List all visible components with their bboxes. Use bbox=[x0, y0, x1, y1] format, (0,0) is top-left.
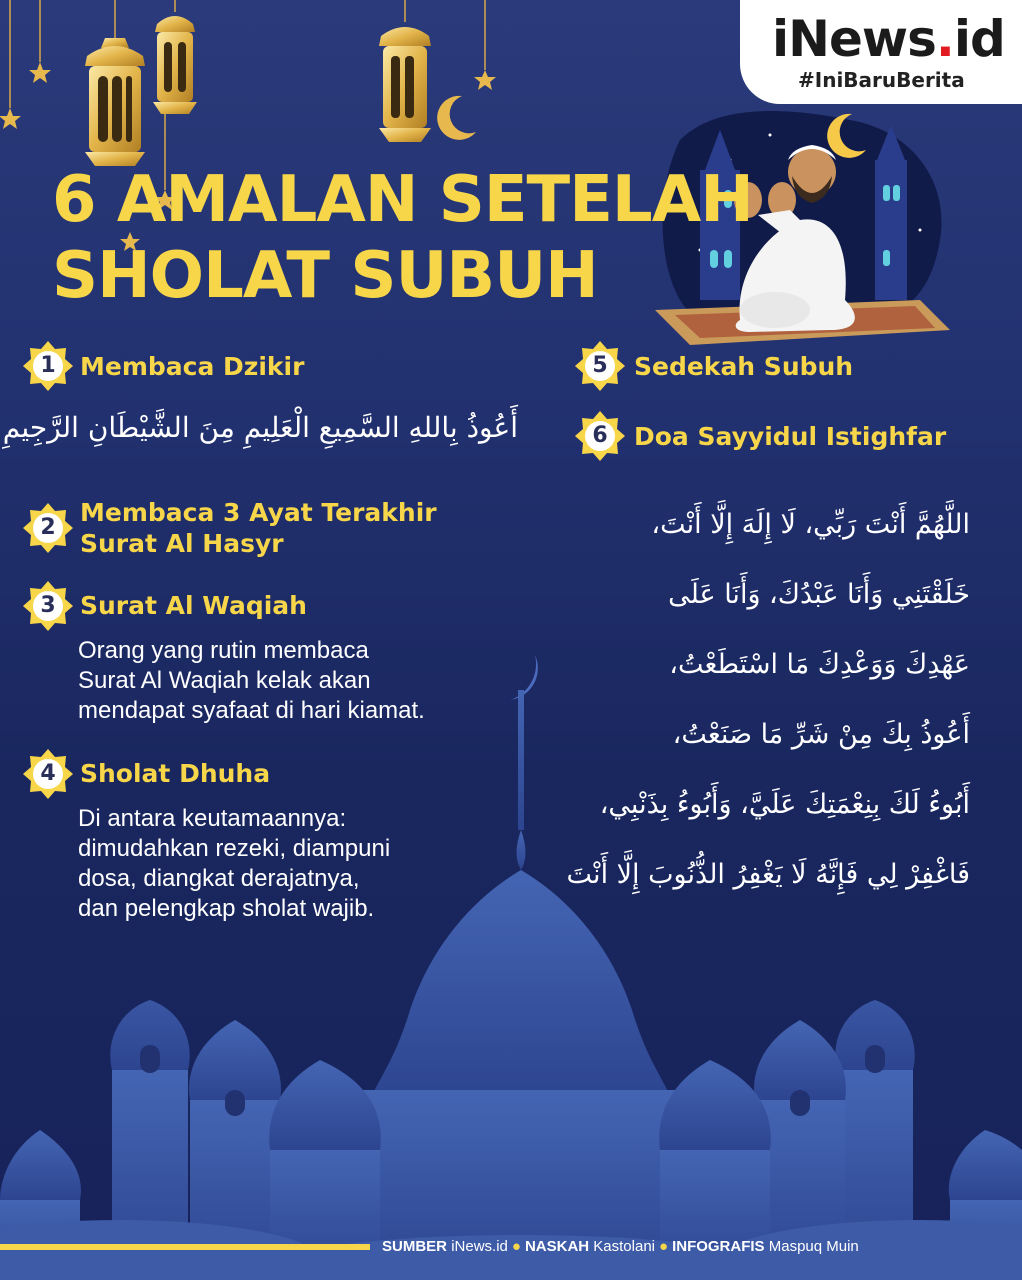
item-heading-6: Doa Sayyidul Istighfar bbox=[634, 422, 947, 451]
brand-tagline: #IniBaruBerita bbox=[798, 68, 965, 92]
brand-logo: iNews.id bbox=[772, 10, 1005, 68]
number-badge-3: 3 bbox=[22, 580, 74, 632]
number-badge-6: 6 bbox=[574, 410, 626, 462]
item-heading-5: Sedekah Subuh bbox=[634, 352, 854, 381]
footer-credits: SUMBER iNews.id ● NASKAH Kastolani ● INFOGRAFIS Maspuq Muin bbox=[382, 1238, 859, 1255]
lantern-left bbox=[85, 38, 145, 166]
number-badge-2: 2 bbox=[22, 502, 74, 554]
number-badge-4: 4 bbox=[22, 748, 74, 800]
gold-crescent bbox=[437, 96, 476, 140]
item-heading-2: Membaca 3 Ayat Terakhir Surat Al Hasyr bbox=[80, 498, 437, 558]
arabic-dzikir: أَعُوذُ بِاللهِ السَّمِيعِ الْعَلِيمِ مِنَ الشَّيْطَانِ الرَّجِيمِ bbox=[2, 411, 518, 444]
title-line-1: 6 AMALAN SETELAH bbox=[52, 163, 753, 237]
lantern-right bbox=[379, 27, 431, 142]
footer-accent-line bbox=[0, 1244, 370, 1250]
arabic-istighfar: اللَّهُمَّ أَنْتَ رَبِّي، لَا إِلَهَ إِلَّا أَنْتَ، خَلَقْتَنِي وَأَنَا عَبْدُكَ، وَأَنَا عَلَى عَهْدِكَ وَوَعْدِكَ مَا اسْتَطَعْتُ، أَعُوذُ بِكَ مِنْ شَرِّ مَا صَنَعْتُ، أَبُوءُ لَكَ بِنِعْمَتِكَ عَلَيَّ، وَأَبُوءُ بِذَنْبِي، فَاغْفِرْ لِي فَإِنَّهُ لَا يَغْفِرُ الذُّنُوبَ إِلَّا أَنْتَ bbox=[566, 509, 970, 890]
brand-box bbox=[740, 0, 1022, 104]
title-line-2: SHOLAT SUBUH bbox=[52, 239, 598, 313]
number-badge-5: 5 bbox=[574, 340, 626, 392]
number-badge-1: 1 bbox=[22, 340, 74, 392]
item-heading-4: Sholat Dhuha bbox=[80, 759, 271, 788]
item-heading-1: Membaca Dzikir bbox=[80, 352, 305, 381]
item-desc-4: Di antara keutamaannya: dimudahkan rezeki, diampuni dosa, diangkat derajatnya, dan pelengkap sholat wajib. bbox=[78, 805, 391, 922]
lantern-middle bbox=[153, 16, 197, 114]
item-heading-3: Surat Al Waqiah bbox=[80, 591, 307, 620]
page-title bbox=[52, 162, 753, 314]
item-desc-3: Orang yang rutin membaca Surat Al Waqiah kelak akan mendapat syafaat di hari kiamat. bbox=[78, 637, 425, 724]
